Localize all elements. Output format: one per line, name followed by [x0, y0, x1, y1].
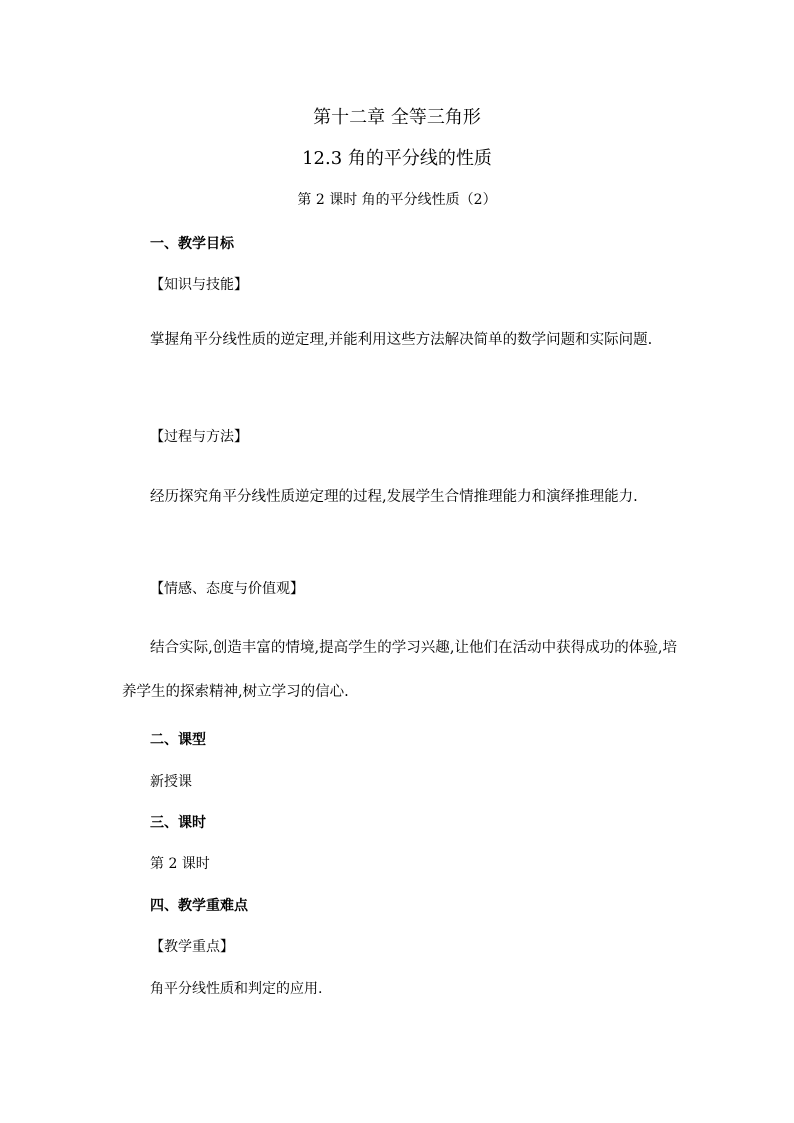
paragraph-knowledge-skills: 掌握角平分线性质的逆定理,并能利用这些方法解决简单的数学问题和实际问题. [150, 332, 653, 348]
paragraph-process-methods: 经历探究角平分线性质逆定理的过程,发展学生合情推理能力和演绎推理能力. [150, 489, 638, 505]
label-teaching-key-points: 【教学重点】 [150, 939, 234, 955]
heading-key-difficult-points: 四、教学重难点 [150, 898, 248, 914]
paragraph-emotion-attitude: 结合实际,创造丰富的情境,提高学生的学习兴趣,让他们在活动中获得成功的体验,培养学生的探索精神,树立学习的信心. [122, 640, 677, 700]
text-lesson-type: 新授课 [150, 774, 192, 790]
chapter-title: 第十二章 全等三角形 [313, 107, 481, 128]
label-emotion-attitude: 【情感、态度与价值观】 [150, 581, 304, 597]
heading-class-hours: 三、课时 [150, 815, 206, 831]
lesson-title: 第 2 课时 角的平分线性质（2） [297, 192, 497, 208]
heading-teaching-goals: 一、教学目标 [150, 236, 234, 252]
label-process-methods: 【过程与方法】 [150, 429, 248, 445]
section-title: 12.3 角的平分线的性质 [302, 148, 492, 169]
text-class-hours: 第 2 课时 [150, 856, 210, 872]
heading-lesson-type: 二、课型 [150, 732, 206, 748]
text-teaching-key-points: 角平分线性质和判定的应用. [150, 981, 323, 997]
label-knowledge-skills: 【知识与技能】 [150, 277, 248, 293]
